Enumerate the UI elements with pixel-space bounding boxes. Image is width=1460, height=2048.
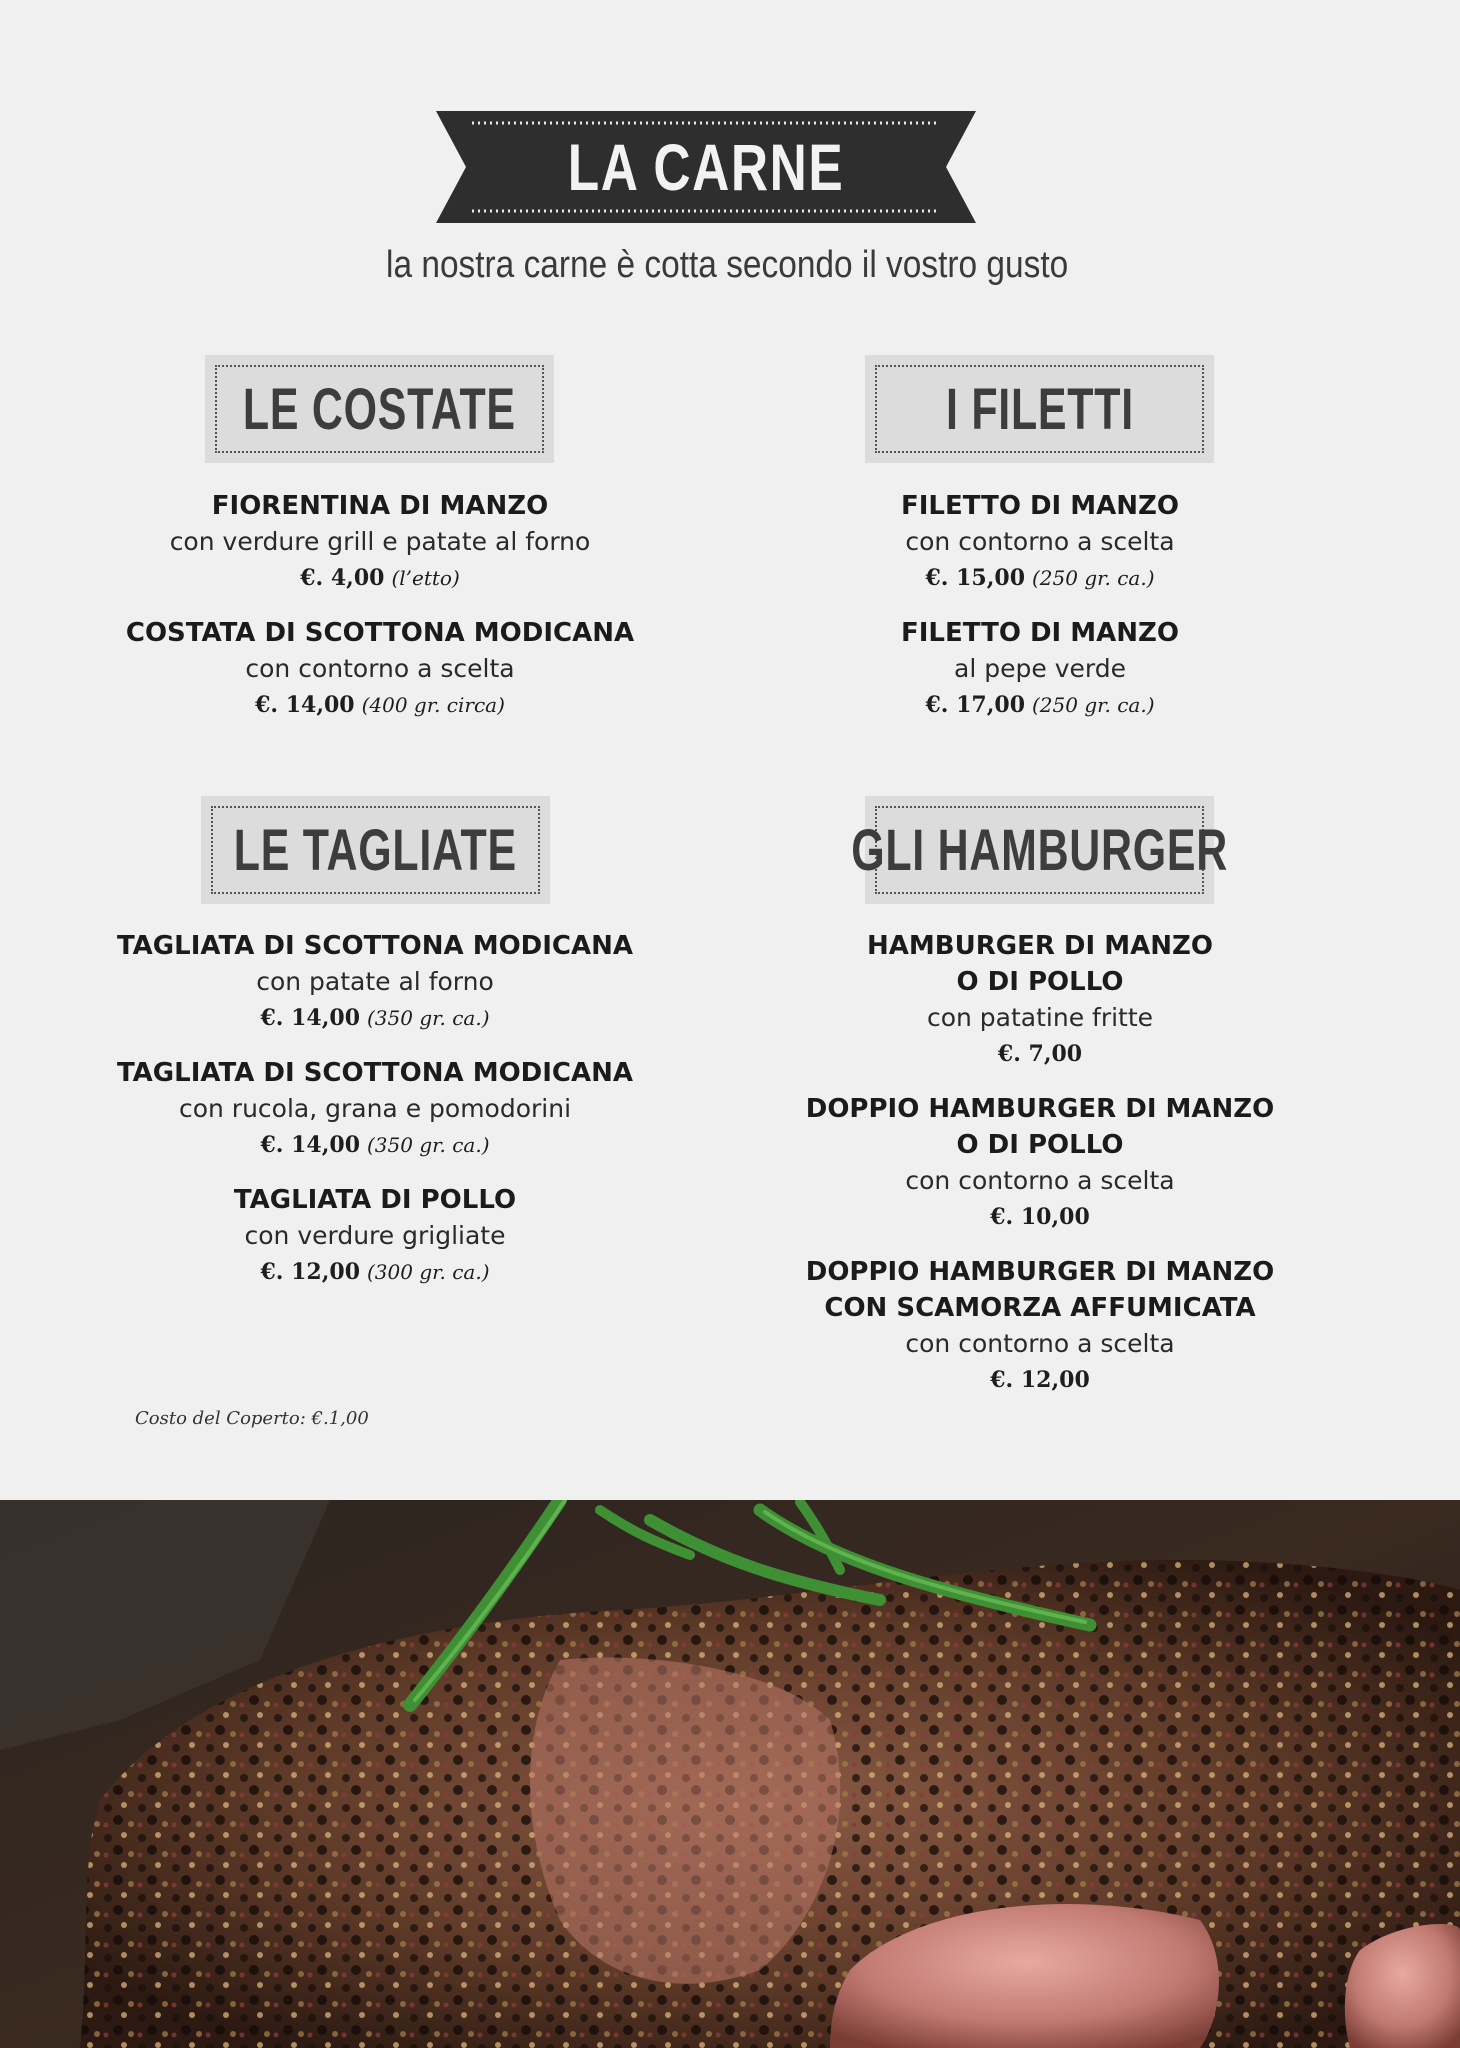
- section-tagliate: [55, 928, 695, 1309]
- section-title: I FILETTI: [945, 376, 1134, 442]
- dish-item: [60, 615, 700, 724]
- section-hamburger: [720, 928, 1360, 1417]
- dish-name: COSTATA DI SCOTTONA MODICANA: [125, 618, 635, 648]
- dish-description: con patatine fritte: [926, 1003, 1154, 1032]
- section-header-costate: [205, 355, 554, 463]
- dish-name: FIORENTINA DI MANZO: [211, 491, 549, 521]
- dish-description: con patate al forno: [256, 967, 494, 996]
- dish-name: TAGLIATA DI SCOTTONA MODICANA: [116, 931, 634, 961]
- dish-item: [55, 1182, 695, 1291]
- section-costate: [60, 488, 700, 742]
- dish-description: al pepe verde: [954, 654, 1126, 683]
- dish-item: [55, 928, 695, 1037]
- dish-price: €. 12,00: [990, 1367, 1090, 1393]
- dish-description: con contorno a scelta: [905, 527, 1175, 556]
- section-title: GLI HAMBURGER: [851, 817, 1228, 883]
- dish-price: €. 15,00 (250 gr. ca.): [925, 565, 1155, 591]
- dish-name: HAMBURGER DI MANZO: [867, 931, 1213, 961]
- section-header-tagliate: [201, 796, 550, 904]
- dish-price: €. 14,00 (350 gr. ca.): [260, 1132, 490, 1158]
- dish-name-line2: O DI POLLO: [956, 967, 1124, 997]
- dish-price: €. 10,00: [990, 1204, 1090, 1230]
- dish-price: €. 12,00 (300 gr. ca.): [260, 1259, 490, 1285]
- dish-name-line2: CON SCAMORZA AFFUMICATA: [824, 1293, 1256, 1323]
- dish-description: con verdure grigliate: [244, 1221, 506, 1250]
- dish-item: [720, 1091, 1360, 1236]
- dish-name: TAGLIATA DI SCOTTONA MODICANA: [116, 1058, 634, 1088]
- dish-description: con rucola, grana e pomodorini: [178, 1094, 572, 1123]
- dish-name: DOPPIO HAMBURGER DI MANZO: [805, 1094, 1275, 1124]
- section-header-filetti: [865, 355, 1214, 463]
- grilled-meat-photo: [0, 1500, 1460, 2048]
- section-title: LE TAGLIATE: [233, 817, 518, 883]
- section-title: LE COSTATE: [243, 376, 516, 442]
- dish-name: FILETTO DI MANZO: [900, 618, 1179, 648]
- section-filetti: [720, 488, 1360, 742]
- dish-name: DOPPIO HAMBURGER DI MANZO: [805, 1257, 1275, 1287]
- section-header-hamburger: [851, 796, 1228, 904]
- dish-name: TAGLIATA DI POLLO: [233, 1185, 517, 1215]
- dish-description: con contorno a scelta: [905, 1329, 1175, 1358]
- dish-price: €. 4,00 (l’etto): [300, 565, 460, 591]
- dish-price: €. 14,00 (400 gr. circa): [255, 692, 505, 718]
- cover-charge-note: Costo del Coperto: €.1,00: [135, 1408, 369, 1429]
- dish-item: [55, 1055, 695, 1164]
- dish-name: FILETTO DI MANZO: [900, 491, 1179, 521]
- dish-price: €. 7,00: [997, 1041, 1083, 1067]
- page-subtitle: la nostra carne è cotta secondo il vostro gusto: [386, 244, 1069, 286]
- dish-price: €. 17,00 (250 gr. ca.): [925, 692, 1155, 718]
- dish-item: [720, 615, 1360, 724]
- page-title: LA CARNE: [567, 130, 845, 204]
- dish-price: €. 14,00 (350 gr. ca.): [260, 1005, 490, 1031]
- dish-item: [60, 488, 700, 597]
- dish-description: con contorno a scelta: [905, 1166, 1175, 1195]
- dish-name-line2: O DI POLLO: [956, 1130, 1124, 1160]
- dish-item: [720, 1254, 1360, 1399]
- dish-item: [720, 928, 1360, 1073]
- dish-item: [720, 488, 1360, 597]
- dish-description: con contorno a scelta: [245, 654, 515, 683]
- title-ribbon: [436, 111, 976, 223]
- dish-description: con verdure grill e patate al forno: [169, 527, 591, 556]
